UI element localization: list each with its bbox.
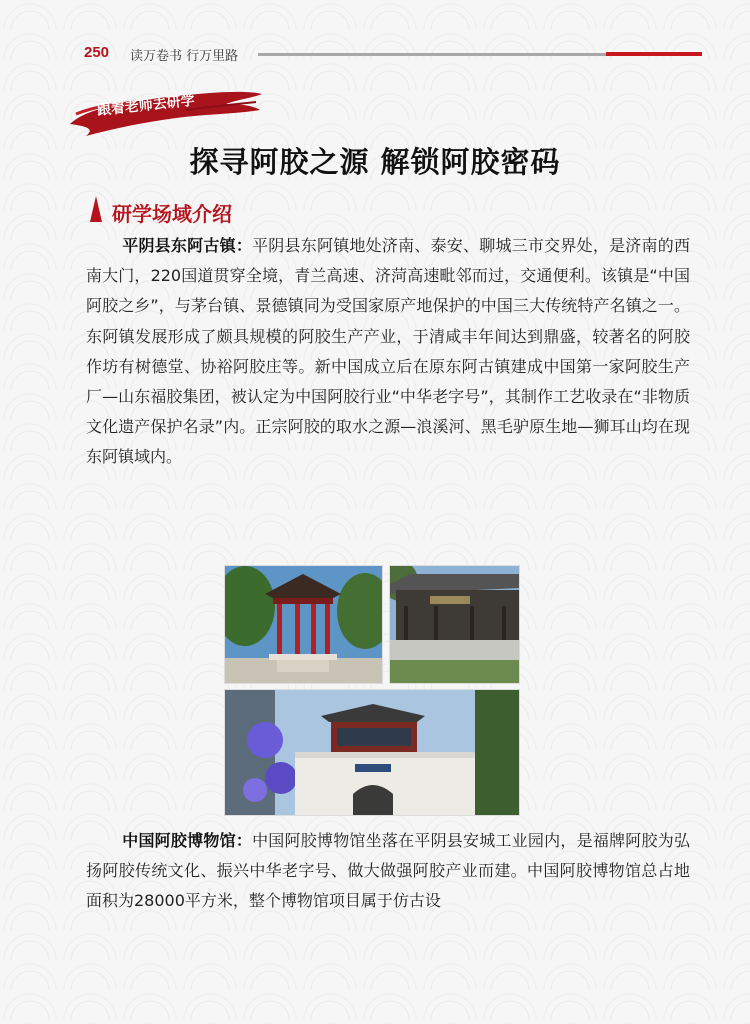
header-rule-accent	[606, 52, 702, 56]
running-header: 读万卷书 行万里路	[130, 49, 239, 64]
paragraph-text: 平阴县东阿镇地处济南、泰安、聊城三市交界处，是济南的西南大门，220国道贯穿全境，青兰高速、济菏高速毗邻而过，交通便利。该镇是“中国阿胶之乡”，与茅台镇、景德镇同为受国家原产地保护的中国三大传统特产名镇之一。东阿镇发展形成了颇具规模的阿胶生产产业，于清咸丰年间达到鼎盛，较著名的阿胶作坊有树德堂、协裕阿胶庄等。新中国成立后在原东阿古镇建成中国第一家阿胶生产厂—山东福胶集团，被认定为中国阿胶行业“中华老字号”，其制作工艺收录在“非物质文化遗产保护名录”内。正宗阿胶的取水之源—浪溪河、黑毛驴原生地—狮耳山均在现东阿镇域内。	[86, 236, 690, 467]
header-rule	[258, 53, 606, 56]
pavilion-photo	[224, 565, 383, 684]
section-heading: 研学场域介绍	[112, 202, 232, 226]
paragraph-town	[86, 231, 690, 473]
paragraph-museum	[86, 826, 690, 917]
paragraph-lead: 平阴县东阿古镇：	[122, 236, 253, 255]
section-marker-icon	[88, 196, 104, 222]
paragraph-lead: 中国阿胶博物馆：	[122, 831, 253, 850]
ancestral-hall-photo	[389, 565, 520, 684]
column-label: 跟着老师去研学	[96, 92, 196, 119]
page-number: 250	[84, 44, 110, 61]
city-gate-photo	[224, 689, 520, 816]
paragraph-text: 中国阿胶博物馆坐落在平阴县安城工业园内，是福牌阿胶为弘扬阿胶传统文化、振兴中华老字号、做大做强阿胶产业而建。中国阿胶博物馆总占地面积为28000平方米，整个博物馆项目属于仿古设	[86, 831, 690, 911]
page-title: 探寻阿胶之源 解锁阿胶密码	[189, 145, 561, 179]
